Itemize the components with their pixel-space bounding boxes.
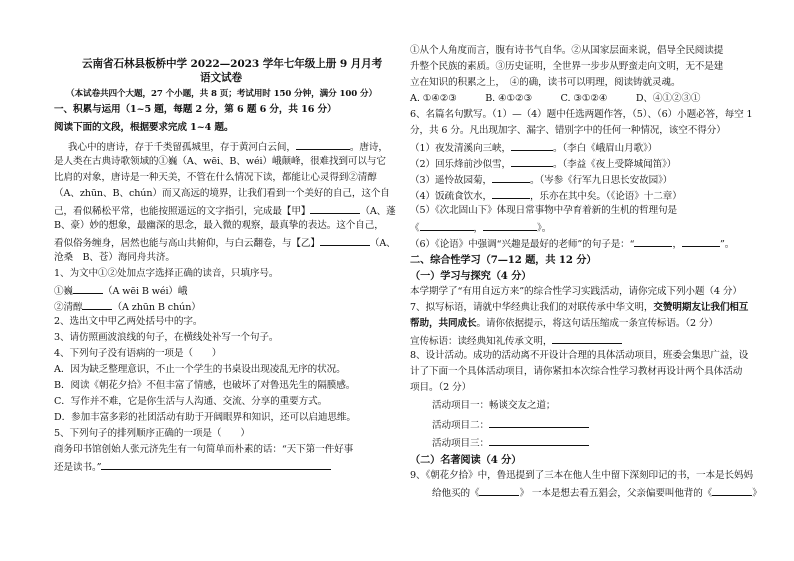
q6-2-text: （2）回乐烽前沙似雪， xyxy=(410,159,511,170)
question-1: 1、为文中①②处加点字选择正确的读音，只填序号。 xyxy=(54,268,279,279)
q6-6-close: ”。 xyxy=(719,239,735,250)
question-4: 4、下列句子没有语病的一项是（ ） xyxy=(54,348,222,359)
answer-blank[interactable] xyxy=(552,334,622,344)
q5-sentence-line: ①从个人角度而言，腹有诗书气自华。②从国家层面来说，倡导全民阅读提 xyxy=(410,45,724,56)
answer-blank[interactable] xyxy=(682,237,720,247)
passage-line xyxy=(68,140,388,154)
answer-blank[interactable] xyxy=(479,486,519,496)
q6-5-comma: ， xyxy=(473,223,483,234)
passage-line: 沧桑 B、苍）海同舟共济。 xyxy=(54,252,175,263)
activity-3-label: 活动项目三： xyxy=(432,438,489,449)
q1b-options: （A zhūn B chún） xyxy=(112,302,201,313)
subsection-1-heading: （一）学习与探究（4 分） xyxy=(410,270,532,282)
passage-text: 看似俗务缠身，居然也能与高山共俯仰，与白云翻卷，与【乙】 xyxy=(54,238,320,249)
answer-blank[interactable] xyxy=(320,236,370,246)
passage-text: 我心中的唐诗，存于千类留孤城里，存于黄河白云间， xyxy=(68,142,296,153)
question-5: 5、下列句子的排列顺序正确的一项是（ ） xyxy=(54,428,250,439)
question-1b xyxy=(54,300,201,314)
q6-item-5-answer xyxy=(410,221,551,235)
answer-blank[interactable] xyxy=(492,173,530,183)
subsection-2-heading: （二）名著阅读（4 分） xyxy=(410,454,522,466)
passage-text: （A、 xyxy=(369,238,396,249)
section-1-heading: 一、积累与运用（1~5 题，每题 2 分，第 6 题 6 分，共 16 分） xyxy=(54,104,337,115)
question-6-note: 分，共 6 分。凡出现加字、漏字、错别字中的任何一种情况，该空不得分） xyxy=(410,125,726,136)
question-5-text: 商务印书馆创始人张元济先生有一句简单而朴素的话：“天下第一件好事 xyxy=(54,444,354,455)
passage-text: 。唐诗， xyxy=(349,142,388,153)
section-2-heading: 二、综合性学习（7—12 题，共 12 分） xyxy=(410,254,597,266)
answer-blank[interactable] xyxy=(101,460,331,470)
q6-6-comma: ， xyxy=(672,239,682,250)
q1b-label: ②清醇 xyxy=(54,302,83,313)
passage-text: 己，看似稀松平常，也能按照遥远的文字指引，完成最【甲】 xyxy=(54,206,311,217)
q6-1-text: （1）夜发清溪向三峡， xyxy=(410,143,511,154)
passage-line: 比肩的对象，唐诗是一种天美，不管在什么情况下读，都能让心灵得到②清醇 xyxy=(54,172,377,183)
question-1a xyxy=(54,284,187,298)
q6-item-3 xyxy=(410,173,672,187)
option-c: C．写作并不难，它是你生活与人沟通、交流、分享的重要方式。 xyxy=(54,396,328,407)
q6-1-source: 。（李白《峨眉山月歌》） xyxy=(552,143,658,154)
q6-item-1 xyxy=(410,141,657,155)
q5-sentence-line: 立在知识的积累之上， ④的确，读书可以明理，阅读铸就灵魂。 xyxy=(410,77,681,88)
q6-4-text: （4）饭疏食饮水， xyxy=(410,191,492,202)
q9-text: 给他买的《 xyxy=(432,488,480,499)
q1a-options: （A wēi B wéi）峨 xyxy=(103,286,188,297)
option-a: A．因为缺乏整理意识，不止一个学生的书桌设出现凌乱无序的状况。 xyxy=(54,364,346,375)
option-d: D．参加丰富多彩的社团活动有助于开阔眼界和知识，还可以启迪思维。 xyxy=(54,412,356,423)
question-2: 2、选出文中甲乙两处括号中的字。 xyxy=(54,316,203,327)
answer-blank[interactable] xyxy=(483,221,537,231)
activity-2-label: 活动项目二： xyxy=(432,420,489,431)
reading-instruction: 阅读下面的文段，根据要求完成 1~4 题。 xyxy=(54,122,234,133)
answer-blank[interactable] xyxy=(82,300,112,310)
activity-3 xyxy=(432,436,589,450)
answer-blank[interactable] xyxy=(296,140,350,150)
passage-line: 是人类在古典诗歌领域的①巍（A、wēi、B、wéi）峨颠峰，很难找到可以与它 xyxy=(54,156,386,167)
q6-5-open: 《 xyxy=(410,223,420,234)
question-8: 8、设计活动。成功的活动离不开设计合理的具体活动项目，班委会集思广益，设 xyxy=(410,350,749,361)
exam-title: 云南省石林县板桥中学 2022—2023 学年七年级上册 9 月月考 xyxy=(82,58,383,70)
q6-4-source: ，乐亦在其中矣。（《论语》十二章） xyxy=(529,191,682,202)
question-6: 6、名篇名句默写。（1）—（4）题中任选两题作答，（5）、（6）小题必答，每空 1 xyxy=(410,109,753,120)
question-8-cont: 项目。（2 分） xyxy=(410,382,472,393)
passage-line xyxy=(54,236,396,250)
question-7-cont xyxy=(410,318,718,330)
answer-blank[interactable] xyxy=(511,141,553,151)
q5-quote-end: 还是读书。” xyxy=(54,462,102,473)
answer-blank[interactable] xyxy=(489,418,589,428)
q5-options: A. ①④②③ B. ④①②③ C. ③①②④ D、④①②③① xyxy=(410,93,701,104)
activity-1: 活动项目一：畅谈交友之道； xyxy=(432,400,556,411)
answer-blank[interactable] xyxy=(634,237,672,247)
q6-3-text: （3）遥怜故园菊， xyxy=(410,175,492,186)
passage-line: （A、zhūn、B、chún）而又高远的境界，让我们看到一个美好的自己，这个自 xyxy=(54,188,390,199)
q6-item-4 xyxy=(410,189,682,203)
question-9: 9、《朝花夕拾》中，鲁迅提到了三本在他人生中留下深刻印记的书，一本是长妈妈 xyxy=(410,470,753,481)
q6-3-source: 。（岑参《行军九日思长安故园》） xyxy=(529,175,673,186)
q6-item-5: （5）《次北固山下》体现日常事物中孕育着新的生机的哲理句是 xyxy=(410,205,678,216)
q7-text: 7、拟写标语，请就中华经典让我们的对联传承中华文明， xyxy=(410,302,654,313)
q7-bold-text: 帮助，共同成长 xyxy=(410,318,477,329)
option-b: B．阅读《朝花夕拾》不但丰富了情感，也破坏了对鲁迅先生的隔膜感。 xyxy=(54,380,356,391)
q6-item-6 xyxy=(410,237,734,251)
exam-subtitle: 语文试卷 xyxy=(200,72,242,84)
q7-bold-text: 交赞明期友让我们相互 xyxy=(653,302,749,313)
q9-close: 》 xyxy=(752,488,762,499)
question-7 xyxy=(410,302,748,314)
q6-item-2 xyxy=(410,157,676,171)
answer-blank[interactable] xyxy=(310,204,360,214)
q6-2-source: 。（李益《夜上受降城闻笛》） xyxy=(552,159,677,170)
q5-sentence-line: 升整个民族的素质。③历史证明，全世界一步步从野蛮走向文明，无不是建 xyxy=(410,61,724,72)
section-2-intro: 本学期学了“有用自远方来”的综合性学习实践活动，请你完成下列小题（4 分） xyxy=(410,286,742,297)
q6-6-text: （6）《论语》中强调“兴趣是最好的老师”的句子是：“ xyxy=(410,239,635,250)
q7-text: 。请你依据提示，将这句话压缩成一条宣传标语。（2 分） xyxy=(476,318,718,329)
activity-2 xyxy=(432,418,589,432)
answer-blank[interactable] xyxy=(489,436,589,446)
passage-line xyxy=(54,204,396,218)
question-7-answer xyxy=(410,334,622,348)
answer-blank[interactable] xyxy=(492,189,530,199)
answer-blank[interactable] xyxy=(712,486,752,496)
q7-given: 读经典知礼传承文明， xyxy=(457,336,553,347)
question-9-cont xyxy=(432,486,762,500)
exam-note: （本试卷共四个大题，27 个小题，共 8 页；考试用时 150 分钟，满分 100 分） xyxy=(66,89,377,99)
q1a-label: ①巍 xyxy=(54,286,73,297)
answer-blank[interactable] xyxy=(420,221,474,231)
q6-5-close: 》。 xyxy=(537,223,552,234)
answer-blank[interactable] xyxy=(511,157,553,167)
answer-blank[interactable] xyxy=(73,284,103,294)
question-5-text xyxy=(54,460,331,474)
question-8-cont: 计了下面一个具体活动项目，请你紧扣本次综合性学习教材再设计两个具体活动 xyxy=(410,366,743,377)
question-3: 3、请仿照画波浪线的句子，在横线处补写一个句子。 xyxy=(54,332,279,343)
passage-text: （A、蓬 xyxy=(360,206,396,217)
passage-line: B、豪）妙的想象，最幽深的思念，最入微的观察，最真挚的表达。这个自己， xyxy=(54,220,384,231)
q7-label: 宣传标语： xyxy=(410,336,458,347)
q9-text: 》 一本是想去看五猖会，父亲偏要叫他背的《 xyxy=(519,488,713,499)
